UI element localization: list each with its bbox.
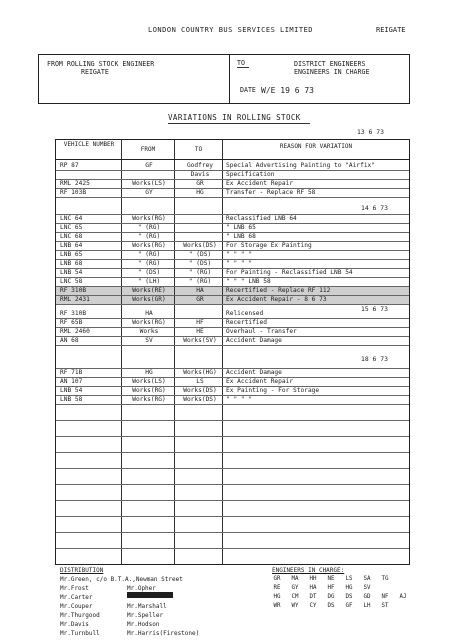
- engineer-code: GF: [345, 603, 353, 609]
- vehicle-number-cell: LNB 54: [60, 387, 83, 394]
- reason-cell: " LNB 68: [226, 233, 256, 240]
- vehicle-number-cell: RF 310B: [60, 287, 87, 294]
- engineer-code: DT: [309, 594, 317, 600]
- reason-cell: " " " ": [226, 260, 253, 267]
- engineer-code: CM: [291, 594, 299, 600]
- engineer-code: ST: [381, 603, 389, 609]
- reason-cell: Overhaul - Transfer: [226, 328, 297, 335]
- date-value: W/E 19 6 73: [261, 86, 314, 95]
- to-cell: HE: [196, 328, 204, 335]
- vehicle-number-cell: LNC 65: [60, 224, 83, 231]
- reason-cell: " LNB 65: [226, 224, 256, 231]
- row-rule: [56, 532, 409, 533]
- vehicle-number-cell: AN 107: [60, 378, 83, 385]
- engineer-code: HG: [345, 585, 353, 591]
- distribution-name: Mr.Harris(Firestone): [127, 630, 200, 637]
- row-rule: [56, 345, 409, 346]
- to-cell: Godfrey: [186, 162, 214, 169]
- redaction-bar: [127, 592, 173, 598]
- to-cell: " (DS): [188, 251, 212, 258]
- from-cell: Works(RG): [132, 215, 166, 222]
- from-cell: Works(LS): [132, 378, 166, 385]
- row-rule: [56, 500, 409, 501]
- distribution-name: Mr.Opher: [127, 585, 156, 592]
- row-rule: [56, 436, 409, 437]
- vehicle-number-cell: RML 2460: [60, 328, 90, 335]
- vehicle-number-cell: RML 2425: [60, 180, 90, 187]
- company-title: LONDON COUNTRY BUS SERVICES LIMITED: [148, 26, 314, 34]
- row-rule: [56, 484, 409, 485]
- distribution-name: Mr.Green, c/o B.T.A.,Newman Street: [60, 576, 183, 583]
- distribution-name: Mr.Hodson: [127, 621, 160, 628]
- from-cell: " (RG): [137, 251, 161, 258]
- header-from: FROM: [140, 146, 156, 153]
- from-cell: Works(RG): [132, 396, 166, 403]
- vehicle-number-cell: LNC 58: [60, 278, 83, 285]
- distribution-name: Mr.Couper: [60, 603, 93, 610]
- engineer-code: SA: [363, 576, 371, 582]
- vehicle-number-cell: LNB 58: [60, 396, 83, 403]
- engineer-code: LS: [345, 576, 353, 582]
- to-cell: Works(SV): [183, 337, 217, 344]
- reason-cell: Special Advertising Painting to "Airfix": [226, 162, 376, 169]
- row-rule: [56, 404, 409, 405]
- reason-cell: " " " ": [226, 251, 253, 258]
- reason-cell: For Storage Ex Painting: [226, 242, 312, 249]
- from-cell: SV: [145, 337, 153, 344]
- from-cell: " (RG): [137, 233, 161, 240]
- reason-cell: Recertified: [226, 319, 267, 326]
- date-mark-3: 15 6 73: [361, 305, 388, 313]
- header-separator: [56, 159, 409, 160]
- to-recipients-2: ENGINEERS IN CHARGE: [294, 68, 370, 76]
- engineer-code: GD: [363, 594, 371, 600]
- section-title: VARIATIONS IN ROLLING STOCK: [168, 113, 301, 122]
- vehicle-number-cell: LNB 65: [60, 251, 83, 258]
- to-cell: GR: [196, 296, 204, 303]
- vehicle-number-cell: RF 71B: [60, 369, 83, 376]
- reason-cell: Reclassified LNB 64: [226, 215, 297, 222]
- engineer-code: RE: [273, 585, 281, 591]
- from-cell: Works(RG): [132, 387, 166, 394]
- engineer-code: SV: [363, 585, 371, 591]
- to-label: TO: [237, 59, 245, 67]
- row-rule: [56, 304, 409, 305]
- to-cell: LS: [196, 378, 204, 385]
- engineer-code: NF: [381, 594, 389, 600]
- from-place: REIGATE: [81, 68, 109, 76]
- header-to: TO: [194, 146, 203, 153]
- reason-cell: Accident Damage: [226, 369, 282, 376]
- date-mark-1: 13 6 73: [357, 128, 384, 136]
- distribution-name: Mr.Thurgood: [60, 612, 100, 619]
- distribution-label: DISTRIBUTION: [60, 567, 104, 574]
- to-cell: Works(DS): [183, 387, 217, 394]
- engineer-code: AJ: [399, 594, 407, 600]
- from-cell: Works(RE): [132, 287, 166, 294]
- engineer-code: HH: [309, 576, 317, 582]
- from-cell: GF: [145, 162, 153, 169]
- engineer-code: MA: [291, 576, 299, 582]
- row-rule: [56, 420, 409, 421]
- from-cell: " (RG): [137, 260, 161, 267]
- from-cell: " (DS): [137, 269, 161, 276]
- from-cell: Works(LS): [132, 180, 166, 187]
- from-cell: GY: [145, 189, 153, 196]
- from-cell: Works: [139, 328, 159, 335]
- header-vehicle-number: VEHICLE NUMBER: [63, 141, 115, 148]
- engineer-code: HF: [327, 585, 335, 591]
- vehicle-number-cell: RP 87: [60, 162, 79, 169]
- to-cell: HA: [196, 287, 204, 294]
- routing-box: [38, 54, 410, 104]
- header-reason: REASON FOR VARIATION: [279, 143, 353, 150]
- reason-cell: Recertified - Replace RF 112: [226, 287, 331, 294]
- to-cell: " (DS): [188, 260, 212, 267]
- to-cell: HF: [196, 319, 204, 326]
- vehicle-number-cell: RML 2431: [60, 296, 90, 303]
- from-cell: HA: [145, 310, 153, 317]
- reason-cell: Specification: [226, 171, 275, 178]
- to-cell: Davis: [190, 171, 210, 178]
- engineer-code: TG: [381, 576, 389, 582]
- engineer-code: DS: [345, 594, 353, 600]
- distribution-name: Mr.Davis: [60, 621, 89, 628]
- vehicle-number-cell: RF 310B: [60, 310, 87, 317]
- from-cell: Works(RG): [132, 319, 166, 326]
- reason-cell: Relicensed: [226, 310, 264, 317]
- engineer-code: LH: [363, 603, 371, 609]
- from-cell: " (LH): [137, 278, 161, 285]
- vehicle-number-cell: LNB 68: [60, 260, 83, 267]
- vehicle-number-cell: LNB 64: [60, 242, 83, 249]
- to-underline: [237, 67, 249, 68]
- from-cell: " (RG): [137, 224, 161, 231]
- distribution-name: Mr.Speller: [127, 612, 164, 619]
- vehicle-number-cell: LNC 68: [60, 233, 83, 240]
- to-cell: HG: [196, 189, 204, 196]
- to-cell: Works(HG): [183, 369, 217, 376]
- reason-cell: Ex Accident Repair - 8 6 73: [226, 296, 327, 303]
- to-cell: " (RG): [188, 269, 212, 276]
- reason-cell: Ex Accident Repair: [226, 378, 294, 385]
- reason-cell: Ex Painting - For Storage: [226, 387, 320, 394]
- engineers-label: ENGINEERS IN CHARGE:: [272, 567, 345, 574]
- vehicle-number-cell: AN 68: [60, 337, 79, 344]
- from-cell: HG: [145, 369, 153, 376]
- section-title-underline: [168, 123, 310, 124]
- date-mark-4: 18 6 73: [361, 355, 388, 363]
- to-cell: GR: [196, 180, 204, 187]
- engineer-code: CY: [309, 603, 317, 609]
- reason-cell: " " " ": [226, 396, 253, 403]
- row-rule: [56, 452, 409, 453]
- row-rule: [56, 197, 409, 198]
- engineer-code: NE: [327, 576, 335, 582]
- distribution-name: Mr.Turnbull: [60, 630, 100, 637]
- variations-table: [55, 139, 410, 565]
- engineer-code: GR: [273, 576, 281, 582]
- engineer-code: WR: [273, 603, 281, 609]
- date-label: DATE: [240, 86, 256, 94]
- from-line: FROM ROLLING STOCK ENGINEER: [47, 60, 155, 68]
- row-rule: [56, 516, 409, 517]
- routing-divider: [229, 55, 230, 103]
- engineer-code: WY: [291, 603, 299, 609]
- row-rule: [56, 468, 409, 469]
- reason-cell: Transfer - Replace RF 58: [226, 189, 316, 196]
- distribution-name: Mr.Carter: [60, 594, 93, 601]
- engineer-code: GY: [291, 585, 299, 591]
- date-mark-2: 14 6 73: [361, 204, 388, 212]
- reason-cell: " " " LNB 58: [226, 278, 271, 285]
- engineer-code: HA: [309, 585, 317, 591]
- from-cell: Works(GR): [132, 296, 166, 303]
- reason-cell: For Painting - Reclassified LNB 54: [226, 269, 353, 276]
- distribution-name: Mr.Frost: [60, 585, 89, 592]
- to-cell: Works(DS): [183, 396, 217, 403]
- engineer-code: HG: [273, 594, 281, 600]
- row-rule: [56, 548, 409, 549]
- reason-cell: Ex Accident Repair: [226, 180, 294, 187]
- to-cell: Works(DS): [183, 242, 217, 249]
- vehicle-number-cell: LNC 64: [60, 215, 83, 222]
- distribution-name: Mr.Marshall: [127, 603, 167, 610]
- company-location: REIGATE: [376, 26, 406, 34]
- from-cell: Works(RG): [132, 242, 166, 249]
- engineer-code: DS: [327, 603, 335, 609]
- vehicle-number-cell: LNB 54: [60, 269, 83, 276]
- reason-cell: Accident Damage: [226, 337, 282, 344]
- vehicle-number-cell: RF 65B: [60, 319, 83, 326]
- to-cell: " (RG): [188, 278, 212, 285]
- vehicle-number-cell: RF 103B: [60, 189, 87, 196]
- to-recipients-1: DISTRICT ENGINEERS: [294, 60, 366, 68]
- engineer-code: DG: [327, 594, 335, 600]
